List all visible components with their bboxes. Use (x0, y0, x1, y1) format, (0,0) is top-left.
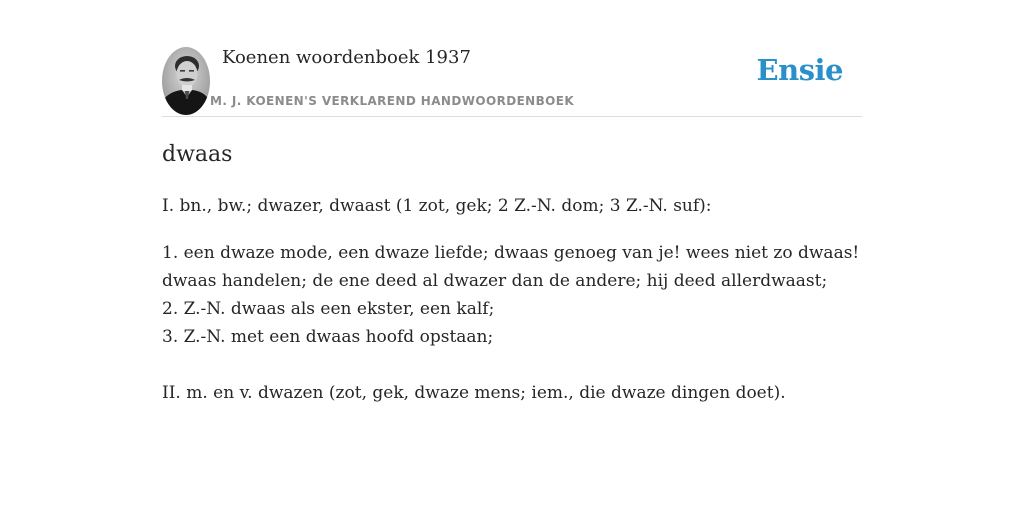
entry-part-two: II. m. en v. dwazen (zot, gek, dwaze mens; iem., die dwaze dingen doet). (162, 383, 786, 403)
ensie-logo-link[interactable]: Ensie (756, 53, 843, 87)
page-container (162, 0, 862, 512)
entry-senses (162, 239, 862, 351)
dictionary-header (162, 44, 862, 117)
entry-headword: dwaas (162, 142, 233, 167)
sense-line: dwaas handelen; de ene deed al dwazer dan de andere; hij deed allerdwaast; (162, 271, 828, 291)
sense-line: 3. Z.-N. met een dwaas hoofd opstaan; (162, 327, 494, 347)
entry-grammar-line: I. bn., bw.; dwazer, dwaast (1 zot, gek; 2 Z.-N. dom; 3 Z.-N. suf): (162, 196, 712, 216)
sense-line: 1. een dwaze mode, een dwaze liefde; dwaas genoeg van je! wees niet zo dwaas! (162, 243, 860, 263)
sense-line: 2. Z.-N. dwaas als een ekster, een kalf; (162, 299, 495, 319)
dictionary-subtitle: M. J. KOENEN'S VERKLAREND HANDWOORDENBOEK (210, 94, 575, 108)
dictionary-title-link[interactable]: Koenen woordenboek 1937 (222, 47, 471, 68)
author-portrait-icon[interactable] (162, 47, 210, 115)
